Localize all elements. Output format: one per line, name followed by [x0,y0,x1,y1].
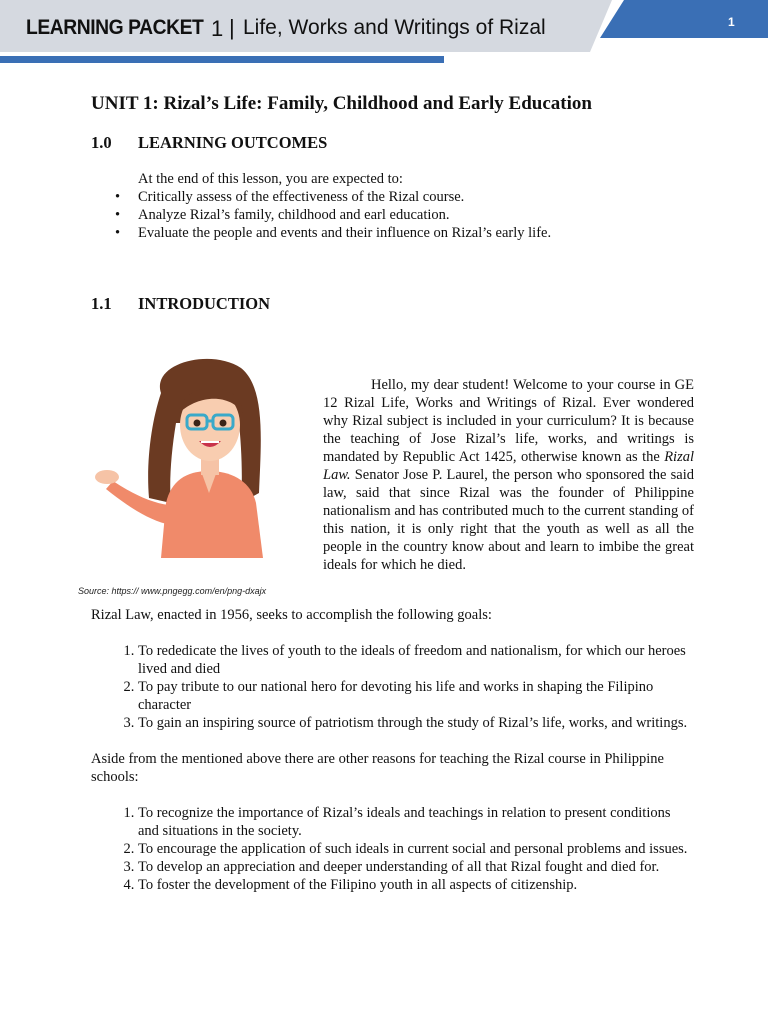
introduction-section [78,333,694,603]
unit-title: UNIT 1: Rizal’s Life: Family, Childhood and Early Education [91,93,592,114]
list-item: 2. To pay tribute to our national hero for devoting his life and works in shaping the Filipino character [138,678,694,714]
list-item: • Evaluate the people and events and their influence on Rizal’s early life. [138,224,694,242]
outcomes-list [91,188,694,242]
outcomes-number: 1.0 [91,133,112,152]
introduction-paragraph [323,376,694,574]
introduction-heading [91,294,694,314]
list-item: • Critically assess of the effectiveness of the Rizal course. [138,188,694,206]
course-title: Life, Works and Writings of Rizal [243,16,546,39]
list-item: 2. To encourage the application of such ideals in current social and personal problems and issues. [138,840,694,858]
intro-text-part-1: Hello, my dear student! Welcome to your course in GE 12 Rizal Life, Works and Writings of Rizal. Ever wondered why Rizal subject is included in your curriculum? It is because the teaching of Jose Rizal’s life, works, and writings is mandated by Republic Act 1425, otherwise known as the [323,377,694,465]
list-item: 3. To develop an appreciation and deeper understanding of all that Rizal fought and died for. [138,858,694,876]
teacher-cartoon-illustration [91,353,321,563]
goals-intro: Rizal Law, enacted in 1956, seeks to accomplish the following goals: [91,607,492,623]
outcomes-intro: At the end of this lesson, you are expected to: [138,171,403,187]
header-rule [0,56,444,63]
learning-packet-label: LEARNING PACKET [26,16,204,39]
page-number: 1 [728,15,735,29]
list-item: 4. To foster the development of the Filipino youth in all aspects of citizenship. [138,876,694,894]
introduction-number: 1.1 [91,294,112,313]
outcomes-heading [91,133,694,153]
outcomes-heading-text: LEARNING OUTCOMES [138,133,328,152]
introduction-heading-text: INTRODUCTION [138,294,271,313]
goals-list [91,642,694,732]
reasons-intro: Aside from the mentioned above there are other reasons for teaching the Rizal course in Philippine schools: [91,751,664,785]
document-body [78,92,694,894]
list-item: 1. To rededicate the lives of youth to the ideals of freedom and nationalism, for which our heroes lived and died [138,642,694,678]
image-source-caption: Source: https:// www.pngegg.com/en/png-dxajx [78,586,267,596]
header-separator: | [229,15,235,40]
page-header [0,0,768,64]
reasons-list [91,804,694,894]
list-item: 1. To recognize the importance of Rizal’s ideals and teachings in relation to present conditions and situations in the society. [138,804,694,840]
rizal-law-term: Rizal Law. [323,449,694,483]
list-item: • Analyze Rizal’s family, childhood and earl education. [138,206,694,224]
list-item: 3. To gain an inspiring source of patriotism through the study of Rizal’s life, works, and writings. [138,714,694,732]
module-number: 1 [211,16,224,41]
intro-text-part-2: Senator Jose P. Laurel, the person who sponsored the said law, said that since Rizal was the founder of Philippine nationalism and has contributed much to the current standing of this nation, it is only right that the youth as well as all the people in the country know about and learn to imbibe the great ideals for which he died. [323,467,694,573]
